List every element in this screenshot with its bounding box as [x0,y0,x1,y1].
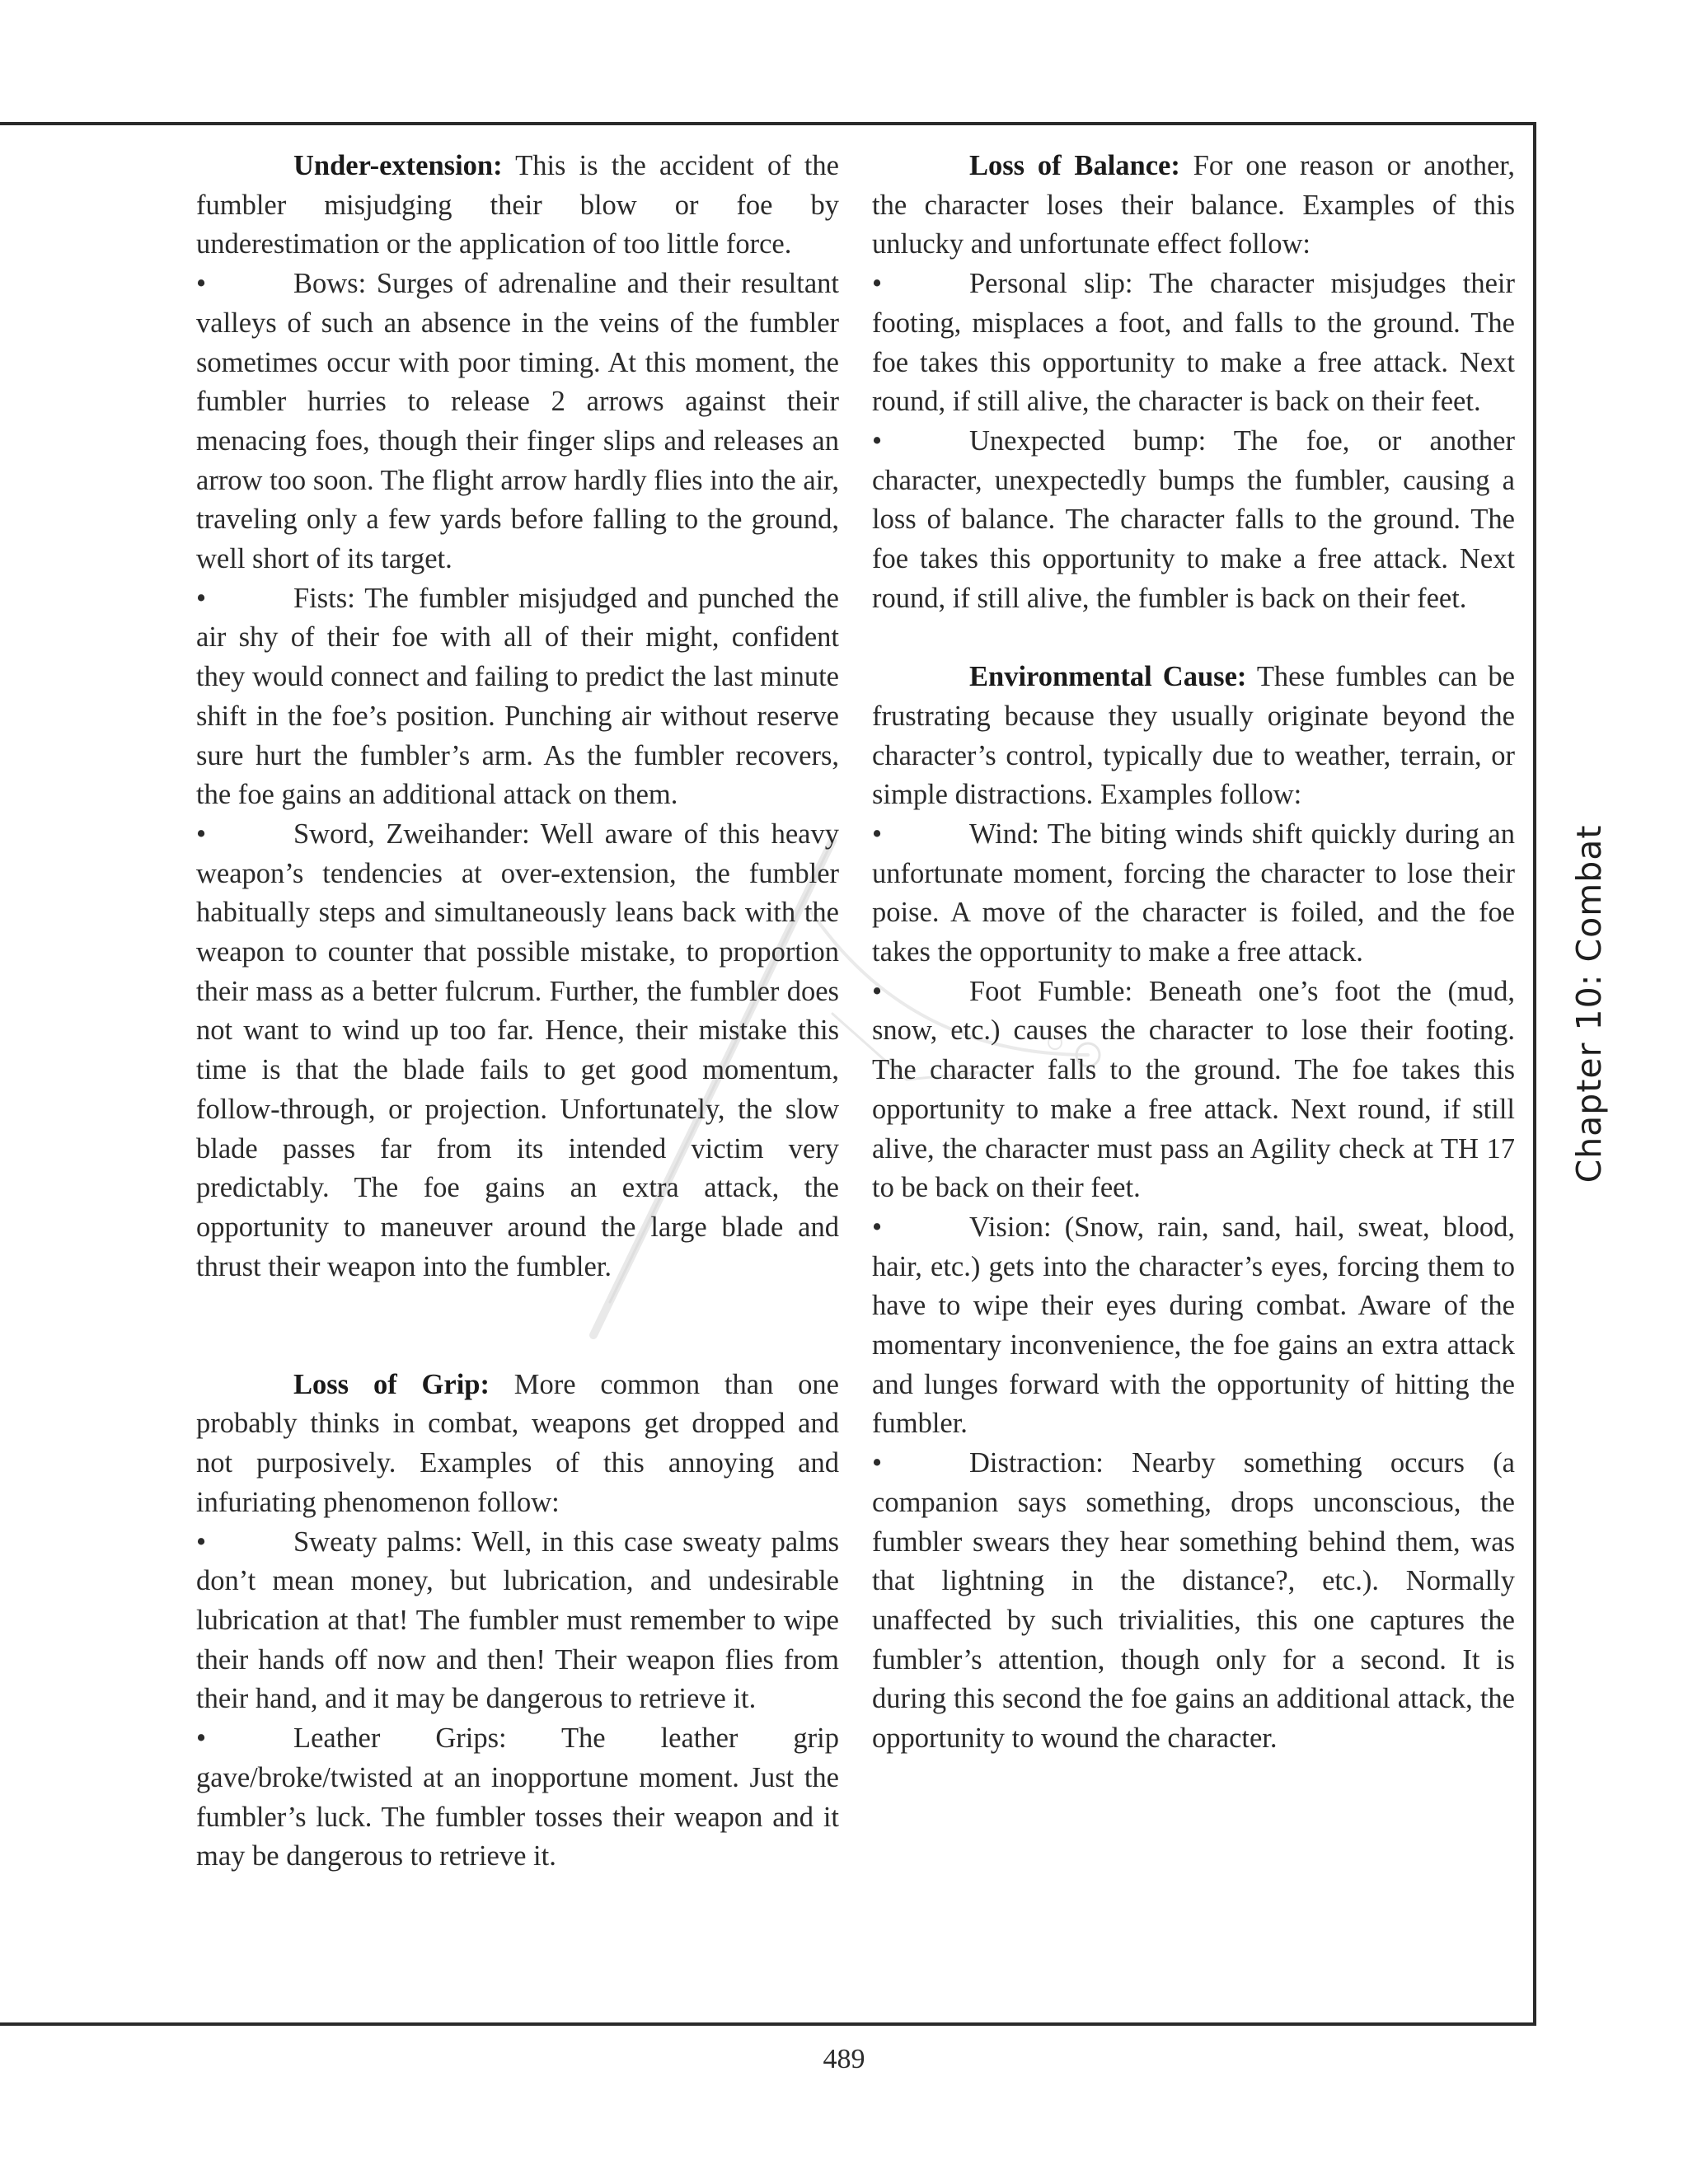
bullet-item [872,972,1515,1208]
bullet-text-leather-grips: Leather Grips: The leather grip gave/broke/twisted at an inopportune moment. Just the fumbler’s luck. The fumbler tosses their weapon and it may be dangerous to retrieve it. [196,1722,839,1872]
bullet-glyph: • [196,1722,207,1755]
loss-of-balance-paragraph [872,147,1515,265]
bullet-item [196,1523,839,1720]
bullet-item [196,265,839,579]
bullet-text-fists: Fists: The fumbler misjudged and punched the air shy of their foe with all of their might, confident they would connect and failing to predict the last minute shift in the foe’s position. Punching air without reserve sure hurt the fumbler’s arm. As the fumbler recovers, the foe gains an additional attack on them. [196,582,839,811]
bullet-item [872,1444,1515,1759]
bullet-text-personal-slip: Personal slip: The character misjudges their footing, misplaces a foot, and falls to the ground. The foe takes this opportunity to make a free attack. Next round, if still alive, the character is back on their feet. [872,268,1515,418]
bullet-item [872,265,1515,422]
bullet-item [872,815,1515,972]
bullet-text-unexpected-bump: Unexpected bump: The foe, or another character, unexpectedly bumps the fumbler, causing a loss of balance. The character falls to the ground. The foe takes this opportunity to make a free attack. Next round, if still alive, the fumbler is back on their feet. [872,424,1515,614]
bullet-glyph: • [872,1447,883,1479]
bullet-glyph: • [196,818,207,850]
bullet-glyph: • [872,268,883,300]
loss-of-balance-heading: Loss of Balance: [969,150,1180,181]
under-extension-paragraph [196,147,839,265]
bullet-text-wind: Wind: The biting winds shift quickly during an unfortunate moment, forcing the character to lose their poise. A move of the character is foiled, and the foe takes the opportunity to make a free attack. [872,818,1515,968]
bullet-glyph: • [872,975,883,1007]
bullet-text-sweaty-palms: Sweaty palms: Well, in this case sweaty palms don’t mean money, but lubrication, and undesirable lubrication at that! The fumbler must remember to wipe their hands off now and then! Their weapon flies from their hand, and it may be dangerous to retrieve it. [196,1526,839,1715]
bullet-text-foot-fumble: Foot Fumble: Beneath one’s foot the (mud, snow, etc.) causes the character to lose their footing. The character falls to the ground. The foe takes this opportunity to make a free attack. Next round, if still alive, the character must pass an Agility check at TH 17 to be back on their feet. [872,975,1515,1204]
bullet-text-sword-zweihander: Sword, Zweihander: Well aware of this heavy weapon’s tendencies at over-extension, the fumbler habitually steps and simultaneously leans back with the weapon to counter that possible mistake, to proportion their mass as a better fulcrum. Further, the fumbler does not want to wind up too far. Hence, their mistake this time is that the blade fails to get good momentum, follow-through, or projection. Unfortunately, the slow blade passes far from its intended victim very predictably. The foe gains an extra attack, the opportunity to maneuver around the large blade and thrust their weapon into the fumbler. [196,818,839,1282]
bullet-glyph: • [196,582,207,614]
loss-of-grip-paragraph [196,1366,839,1523]
loss-of-balance-intro: For one reason or another, the character loses their balance. Examples of this unlucky and unfortunate effect follow: [872,150,1516,260]
environmental-cause-heading: Environmental Cause: [969,661,1247,693]
bullet-item [196,579,839,815]
chapter-side-label: Chapter 10: Combat [1569,824,1609,1183]
bullet-item [196,815,839,1286]
bullet-item [872,1208,1515,1444]
bullet-item [196,1719,839,1877]
loss-of-grip-intro: More common than one probably thinks in combat, weapons get dropped and not purposively. Examples of this annoying and infuriating phenomenon follow: [196,1368,839,1518]
page-number: 489 [823,2044,865,2074]
environmental-cause-intro: These fumbles can be frustrating because they usually originate beyond the character’s control, typically due to weather, terrain, or simple distractions. Examples follow: [872,661,1515,811]
loss-of-grip-heading: Loss of Grip: [293,1368,490,1400]
bullet-text-vision: Vision: (Snow, rain, sand, hail, sweat, blood, hair, etc.) gets into the character’s eyes, forcing them to have to wipe their eyes during combat. Aware of the momentary inconvenience, the foe gains an extra attack and lunges forward with the opportunity of hitting the fumbler. [872,1211,1515,1440]
bullet-glyph: • [872,1211,883,1243]
right-column [872,147,1515,1759]
bullet-glyph: • [196,1526,207,1558]
under-extension-intro: This is the accident of the fumbler misjudging their blow or foe by underestimation or the application of too little force. [196,150,839,260]
bullet-glyph: • [872,818,883,850]
bullet-glyph: • [196,268,207,300]
bullet-item [872,422,1515,619]
under-extension-heading: Under-extension: [293,150,503,181]
bullet-text-distraction: Distraction: Nearby something occurs (a companion says something, drops unconscious, the fumbler swears they hear something behind them, was that lightning in the distance?, etc.). Normally unaffected by such trivialities, this one captures the fumbler’s attention, though only for a second. It is during this second the foe gains an additional attack, the opportunity to wound the character. [872,1447,1515,1755]
bullet-text-bows: Bows: Surges of adrenaline and their resultant valleys of such an absence in the veins of the fumbler sometimes occur with poor timing. At this moment, the fumbler hurries to release 2 arrows against their menacing foes, though their finger slips and releases an arrow too soon. The flight arrow hardly flies into the air, traveling only a few yards before falling to the ground, well short of its target. [196,268,839,575]
bullet-glyph: • [872,424,883,457]
environmental-cause-paragraph [872,658,1515,815]
left-column [196,147,839,1877]
